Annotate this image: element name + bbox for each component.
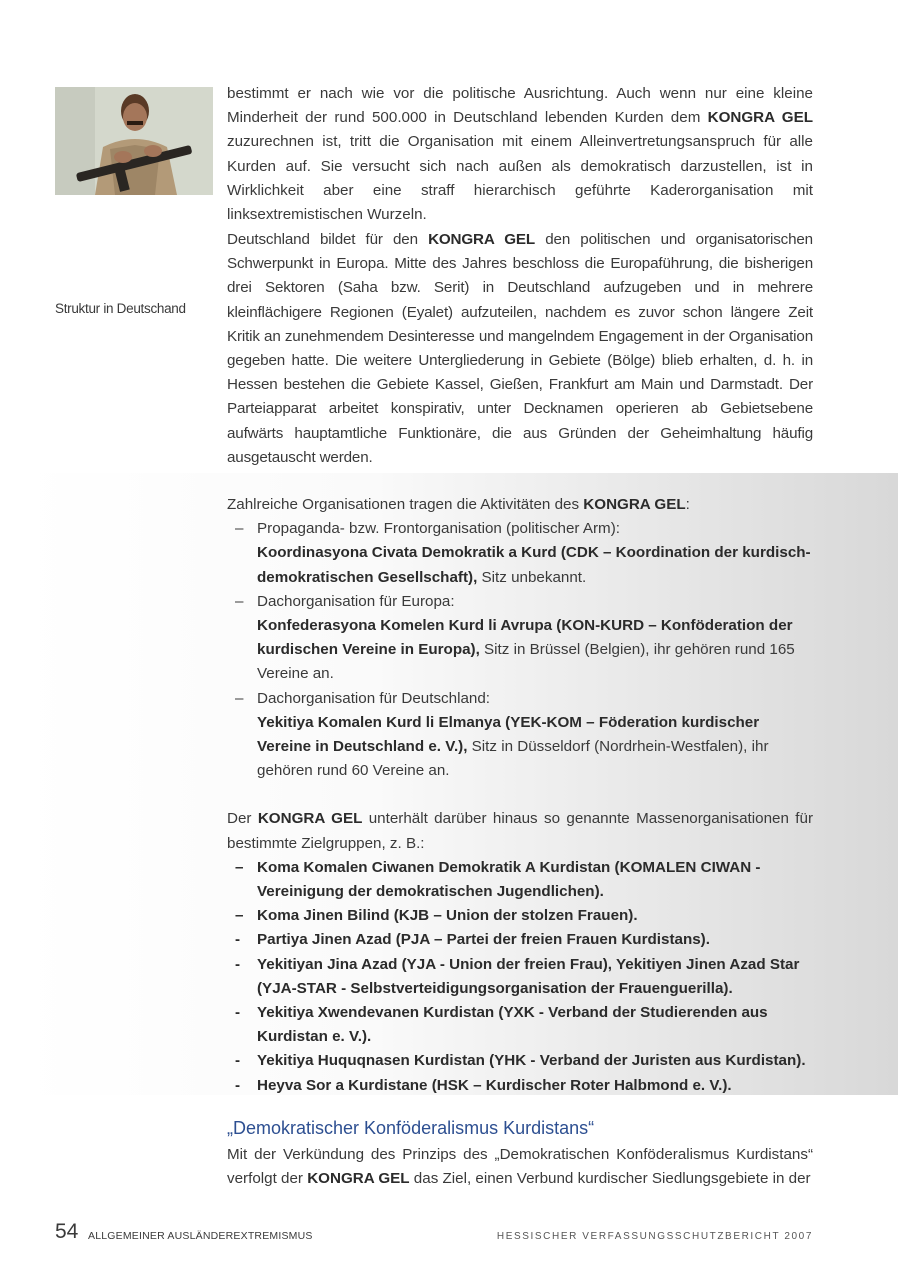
list-item bbox=[227, 1049, 813, 1073]
paragraph-1 bbox=[227, 82, 813, 227]
list-item-detail: Sitz unbekannt. bbox=[477, 568, 587, 586]
section-heading: „Demokratischer Konföderalismus Kurdistans“ bbox=[227, 1118, 595, 1138]
list-dash: - bbox=[235, 931, 241, 949]
list-item-text: Yekitiyan Jina Azad (YJA - Union der freien Frau), Yekitiyen Jinen Azad Star (YJA-STAR - Selbstverteidigungsorganisation der Frauenguerilla). bbox=[257, 955, 800, 997]
org-name-bold: KONGRA GEL bbox=[257, 810, 363, 828]
list-item bbox=[227, 928, 813, 952]
list-item bbox=[227, 953, 813, 1001]
list-dash: - bbox=[235, 1004, 241, 1022]
list-item-text: Partiya Jinen Azad (PJA – Partei der freien Frauen Kurdistans). bbox=[257, 931, 710, 949]
footer-section-title: ALLGEMEINER AUSLÄNDEREXTREMISMUS bbox=[88, 1230, 313, 1242]
org-name-bold: KONGRA GEL bbox=[307, 1170, 410, 1188]
organisations-list-block bbox=[227, 493, 813, 1098]
list-item bbox=[227, 687, 813, 784]
list-item-label: Dachorganisation für Europa: bbox=[257, 592, 455, 610]
list-dash: - bbox=[235, 1076, 241, 1094]
list-item bbox=[227, 856, 813, 904]
footer-report-title: HESSISCHER VERFASSUNGSSCHUTZBERICHT 2007 bbox=[496, 1231, 813, 1242]
list-dash: - bbox=[235, 1052, 241, 1070]
list-item bbox=[227, 517, 813, 590]
paragraph-text: das Ziel, einen Verbund kurdischer Siedlungsgebiete in der bbox=[409, 1170, 811, 1188]
section-paragraph bbox=[227, 1143, 813, 1191]
sidebar-note: Struktur in Deutschand bbox=[55, 301, 186, 316]
list-item bbox=[227, 590, 813, 687]
list-item-text: Koma Jinen Bilind (KJB – Union der stolzen Frauen). bbox=[257, 907, 638, 925]
list-dash: – bbox=[235, 689, 244, 707]
list-item bbox=[227, 1001, 813, 1049]
org-name-bold: KONGRA GEL bbox=[583, 496, 686, 513]
paragraph-2 bbox=[227, 228, 813, 470]
mass-organisations-intro bbox=[227, 807, 813, 855]
list-dash: - bbox=[235, 955, 241, 973]
paragraph-text: zuzurechnen ist, tritt die Organisation mit einem Alleinvertretungsanspruch für alle Kurden auf. Sie versucht sich nach außen als demokratisch darzustellen, ist in Wirklichkeit aber eine straff hierarchisch geführte Kaderorganisation mit linksextremistischen Wurzeln. bbox=[227, 133, 813, 224]
intro-colon: : bbox=[685, 496, 690, 513]
list-dash: – bbox=[235, 907, 244, 925]
paragraph-text: bestimmt er nach wie vor die politische Ausrichtung. Auch wenn nur eine kleine Minderheit der rund 500.000 in Deutschland lebenden Kurden dem bbox=[227, 85, 813, 127]
list-item bbox=[227, 1074, 813, 1098]
intro-text: unterhält darüber hinaus so genannte Massenorganisationen für bestimmte Zielgruppen, z. B.: bbox=[227, 810, 814, 852]
list-item-text: Yekitiya Huquqnasen Kurdistan (YHK - Verband der Juristen aus Kurdistan). bbox=[257, 1052, 806, 1070]
organisations-list bbox=[227, 517, 813, 783]
list-item-org-name: Yekitiya Komalen Kurd li Elmanya (YEK-KOM – Föderation kurdischer Vereine in Deutschland e. V.), bbox=[257, 713, 760, 756]
paragraph-text: Deutschland bildet für den bbox=[227, 231, 429, 248]
paragraph-text: den politischen und organisatorischen Schwerpunkt in Europa. Mitte des Jahres beschloss die Europaführung, die bisherigen drei Sektoren (Saha bzw. Serit) in Deutschland aufzugeben und in mehrere kleinflächigere Regionen (Eyalet) aufzuteilen, nachdem es zuvor schon längere Zeit Kritik an zunehmendem Desinteresse und mangelndem Engagement in der Organisation gegeben hatte. Die weitere Untergliederung in Gebiete (Bölge) blieb erhalten, d. h. in Hessen bestehen die Gebiete Kassel, Gießen, Frankfurt am Main und Darmstadt. Der Parteiapparat arbeitet konspirativ, unter Decknamen operieren ab Gebietsebene aufwärts hauptamtliche Funktionäre, die aus Gründen der Geheimhaltung häufig ausgetauscht werden. bbox=[227, 231, 813, 466]
intro-text: Zahlreiche Organisationen tragen die Aktivitäten des bbox=[227, 496, 584, 513]
list-dash: – bbox=[235, 592, 244, 610]
list-dash: – bbox=[235, 520, 244, 538]
org-name-bold: KONGRA GEL bbox=[707, 109, 814, 127]
list-item-text: Yekitiya Xwendevanen Kurdistan (YXK - Verband der Studierenden aus Kurdistan e. V.). bbox=[257, 1004, 768, 1046]
portrait-photo bbox=[55, 87, 213, 195]
list-item-text: Koma Komalen Ciwanen Demokratik A Kurdistan (KOMALEN CIWAN - Vereinigung der demokratischen Jugendlichen). bbox=[257, 858, 761, 901]
org-name-bold: KONGRA GEL bbox=[428, 231, 536, 248]
list-item-org-name: Koordinasyona Civata Demokratik a Kurd (CDK – Koordination der kurdisch-demokratischen Gesellschaft), bbox=[257, 544, 811, 586]
paragraph-text: Mit der Verkündung des Prinzips des „Demokratischen Konföderalismus Kurdistans“ verfolgt der bbox=[227, 1146, 813, 1188]
list-item-detail: Sitz in Düsseldorf (Nordrhein-Westfalen), ihr gehören rund 60 Vereine an. bbox=[257, 738, 769, 780]
page-number: 54 bbox=[55, 1220, 79, 1243]
list-item-org-name: Konfederasyona Komelen Kurd li Avrupa (KON-KURD – Konföderation der kurdischen Vereine in Europa), bbox=[257, 617, 793, 659]
mass-organisations-list bbox=[227, 856, 813, 1098]
list-item-label: Dachorganisation für Deutschland: bbox=[257, 689, 491, 707]
list-item-label: Propaganda- bzw. Frontorganisation (politischer Arm): bbox=[257, 520, 620, 538]
list-item bbox=[227, 904, 813, 928]
organisations-intro bbox=[227, 493, 813, 517]
list-item-detail: Sitz in Brüssel (Belgien), ihr gehören rund 165 Vereine an. bbox=[257, 641, 795, 683]
list-item-text: Heyva Sor a Kurdistane (HSK – Kurdischer Roter Halbmond e. V.). bbox=[257, 1076, 732, 1094]
intro-text: Der bbox=[227, 810, 258, 828]
list-dash: – bbox=[235, 858, 244, 876]
